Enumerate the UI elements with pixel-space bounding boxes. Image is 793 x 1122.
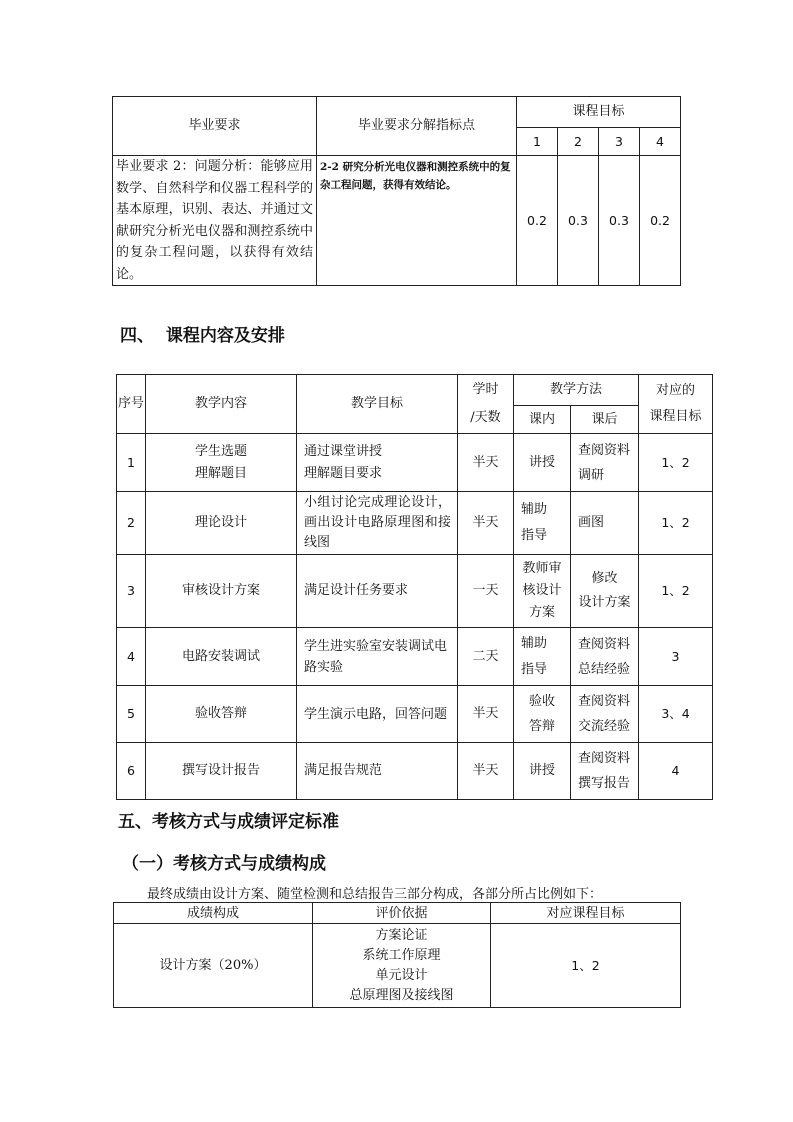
row-hours: 半天 [458,434,514,492]
header-indicator: 毕业要求分解指标点 [317,97,517,156]
header-goal: 教学目标 [297,375,458,434]
row-goal: 通过课堂讲授 理解题目要求 [297,434,458,492]
row-after-class: 查阅资料 撰写报告 [571,743,639,800]
header-goal-2: 2 [558,128,599,156]
row-seq: 3 [117,555,146,628]
row-seq: 4 [117,628,146,686]
row-after-class: 画图 [571,492,639,555]
header-target: 对应的 课程目标 [639,375,713,434]
row-seq: 5 [117,686,146,743]
goal-value-4: 0.2 [640,156,681,286]
row-in-class: 辅助 指导 [514,492,571,555]
header-course-goal: 课程目标 [517,97,681,128]
row-target: 1、2 [491,924,681,1008]
row-content: 电路安装调试 [146,628,297,686]
row-target: 1、2 [639,555,713,628]
row-in-class: 讲授 [514,743,571,800]
goal-value-3: 0.3 [599,156,640,286]
header-component: 成绩构成 [114,903,313,924]
requirement-text: 毕业要求 2：问题分析：能够应用数学、自然科学和仪器工程科学的基本原理，识别、表达、并通过文献研究分析光电仪器和测控系统中的复杂工程问题，以获得有效结论。 [113,156,317,286]
subsection-1-title: （一）考核方式与成绩构成 [122,854,326,874]
row-goal: 学生演示电路，回答问题 [297,686,458,743]
goal-value-2: 0.3 [558,156,599,286]
row-goal: 学生进实验室安装调试电路实验 [297,628,458,686]
row-hours: 一天 [458,555,514,628]
row-basis: 方案论证 系统工作原理 单元设计 总原理图及接线图 [313,924,491,1008]
table-row [117,686,713,743]
assessment-intro: 最终成绩由设计方案、随堂检测和总结报告三部分构成，各部分所占比例如下： [147,887,603,902]
row-target: 3、4 [639,686,713,743]
row-seq: 6 [117,743,146,800]
row-hours: 半天 [458,686,514,743]
row-in-class: 讲授 [514,434,571,492]
row-after-class: 查阅资料 交流经验 [571,686,639,743]
row-hours: 半天 [458,492,514,555]
row-content: 学生选题 理解题目 [146,434,297,492]
table-row [117,628,713,686]
row-in-class: 辅助 指导 [514,628,571,686]
row-in-class: 教师审 核设计 方案 [514,555,571,628]
table-row [114,924,681,1008]
row-target: 4 [639,743,713,800]
row-seq: 1 [117,434,146,492]
header-after-class: 课后 [571,406,639,434]
requirement-table [112,96,681,286]
goal-value-1: 0.2 [517,156,558,286]
row-target: 1、2 [639,492,713,555]
table-row [117,492,713,555]
row-after-class: 查阅资料 总结经验 [571,628,639,686]
schedule-table [116,374,713,800]
table-row [117,434,713,492]
grade-table [113,902,681,1008]
header-seq: 序号 [117,375,146,434]
row-goal: 满足设计任务要求 [297,555,458,628]
header-goal-3: 3 [599,128,640,156]
header-requirement: 毕业要求 [113,97,317,156]
table-row [117,743,713,800]
row-target: 1、2 [639,434,713,492]
row-after-class: 查阅资料 调研 [571,434,639,492]
row-target: 3 [639,628,713,686]
row-content: 验收答辩 [146,686,297,743]
row-hours: 二天 [458,628,514,686]
indicator-text: 2-2 研究分析光电仪器和测控系统中的复杂工程问题，获得有效结论。 [317,156,517,286]
row-seq: 2 [117,492,146,555]
header-goal-4: 4 [640,128,681,156]
header-content: 教学内容 [146,375,297,434]
section-5-title: 五、考核方式与成绩评定标准 [118,812,339,832]
header-hours: 学时 /天数 [458,375,514,434]
header-basis: 评价依据 [313,903,491,924]
section-4-title: 四、 课程内容及安排 [120,326,285,346]
row-content: 审核设计方案 [146,555,297,628]
row-content: 撰写设计报告 [146,743,297,800]
row-component: 设计方案（20%） [114,924,313,1008]
row-content: 理论设计 [146,492,297,555]
header-method: 教学方法 [514,375,639,406]
row-goal: 满足报告规范 [297,743,458,800]
row-hours: 半天 [458,743,514,800]
table-row [117,555,713,628]
header-in-class: 课内 [514,406,571,434]
header-target: 对应课程目标 [491,903,681,924]
row-goal: 小组讨论完成理论设计，画出设计电路原理图和接线图 [297,492,458,555]
row-after-class: 修改 设计方案 [571,555,639,628]
row-in-class: 验收 答辩 [514,686,571,743]
header-goal-1: 1 [517,128,558,156]
